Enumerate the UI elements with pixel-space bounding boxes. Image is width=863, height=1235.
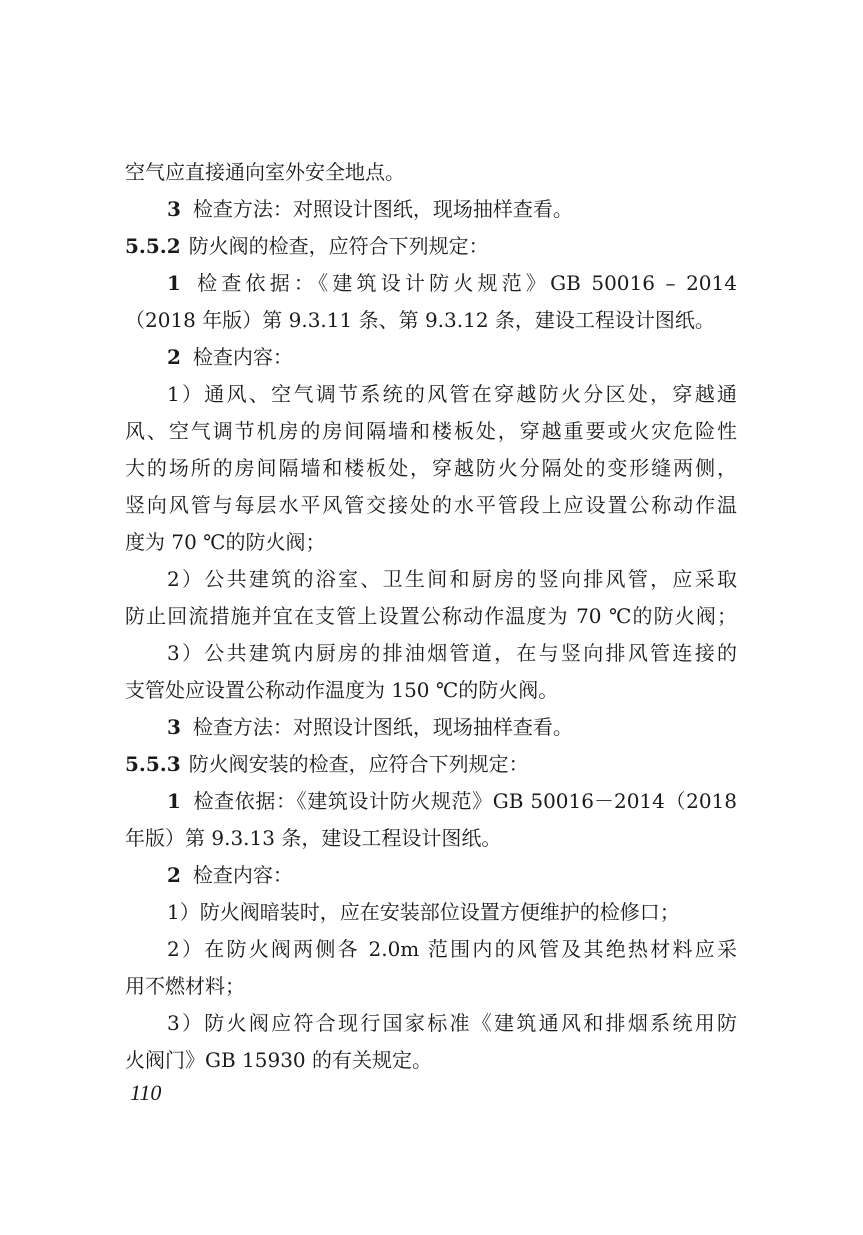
- text-line: 风、空气调节机房的房间隔墙和楼板处，穿越重要或火灾危险性: [125, 419, 737, 443]
- item-number: 2: [167, 863, 181, 887]
- item-number: 2: [167, 345, 181, 369]
- text-line: 防止回流措施并宜在支管上设置公称动作温度为 70 ℃的防火阀；: [125, 604, 737, 628]
- text-line: 竖向风管与每层水平风管交接处的水平管段上应设置公称动作温: [125, 493, 737, 517]
- item-number: 1: [167, 789, 181, 813]
- text-line: 火阀门》GB 15930 的有关规定。: [125, 1048, 433, 1072]
- text-line: 支管处应设置公称动作温度为 150 ℃的防火阀。: [125, 678, 559, 702]
- text-line: 空气应直接通向室外安全地点。: [125, 160, 405, 184]
- text-line: 用不燃材料；: [125, 974, 245, 998]
- text-line: 2）在防火阀两侧各 2.0m 范围内的风管及其绝热材料应采: [167, 937, 737, 961]
- clause-number: 5.5.3: [125, 752, 181, 776]
- text-line: 年版）第 9.3.13 条，建设工程设计图纸。: [125, 826, 502, 850]
- item-number: 3: [167, 715, 181, 739]
- text-line: 1 检查依据：《建筑设计防火规范》GB 50016 – 2014: [167, 271, 737, 295]
- text-line: 3 检查方法：对照设计图纸，现场抽样查看。: [167, 715, 573, 739]
- text-line: 大的场所的房间隔墙和楼板处，穿越防火分隔处的变形缝两侧，: [125, 456, 737, 480]
- text-line: 3 检查方法：对照设计图纸，现场抽样查看。: [167, 197, 573, 221]
- document-body: [125, 154, 737, 1079]
- text-line: 度为 70 ℃的防火阀；: [125, 530, 326, 554]
- text-line: 1 检查依据：《建筑设计防火规范》GB 50016－2014（2018: [167, 789, 737, 813]
- text-line: 1）防火阀暗装时，应在安装部位设置方便维护的检修口；: [167, 900, 680, 924]
- text-line: 2 检查内容：: [167, 863, 293, 887]
- item-number: 3: [167, 197, 181, 221]
- clause-heading: 5.5.3 防火阀安装的检查，应符合下列规定：: [125, 752, 529, 776]
- text-line: 2 检查内容：: [167, 345, 293, 369]
- item-number: 1: [167, 271, 181, 295]
- text-line: 1）通风、空气调节系统的风管在穿越防火分区处，穿越通: [167, 382, 737, 406]
- text-line: 2）公共建筑的浴室、卫生间和厨房的竖向排风管，应采取: [167, 567, 737, 591]
- page-number: 110: [130, 1080, 162, 1105]
- clause-number: 5.5.2: [125, 234, 181, 258]
- text-line: （2018 年版）第 9.3.11 条、第 9.3.12 条，建设工程设计图纸。: [125, 308, 715, 332]
- text-line: 3）公共建筑内厨房的排油烟管道，在与竖向排风管连接的: [167, 641, 737, 665]
- text-line: 3）防火阀应符合现行国家标准《建筑通风和排烟系统用防: [167, 1011, 737, 1035]
- clause-heading: 5.5.2 防火阀的检查，应符合下列规定：: [125, 234, 489, 258]
